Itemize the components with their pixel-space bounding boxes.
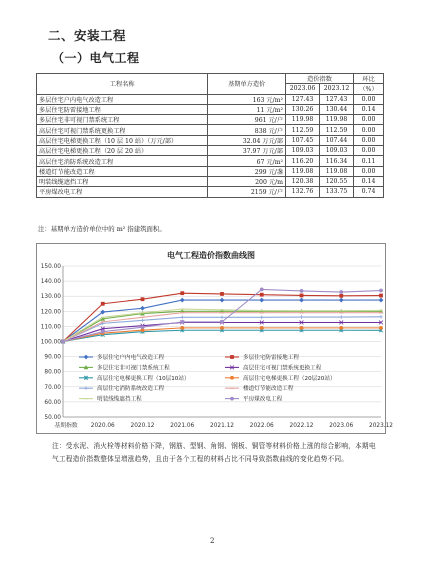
data-point [300,289,304,293]
table-row [37,156,384,166]
data-point [260,288,264,292]
legend-label: 高层住宅可视门禁系统更换工程 [243,365,322,372]
row-index-1: 107.45 [286,135,320,145]
row-index-2: 120.55 [320,176,354,186]
data-point [61,340,65,344]
row-cost: 2159 元/户 [208,187,286,197]
row-ratio: 0.14 [354,104,384,114]
data-point [180,291,184,295]
data-point [379,298,384,303]
chart-frame [36,243,393,434]
table-row [37,125,384,135]
row-index-1: 127.43 [286,94,320,104]
row-name: 高层住宅电梯更换工程（10 层 10 站）（万元/部） [37,135,208,145]
row-cost: 838 元/户 [208,125,286,135]
row-name: 平房煤改电工程 [37,187,208,197]
row-ratio: 0.11 [354,156,384,166]
data-point [379,294,383,298]
data-point [339,294,343,298]
header-name: 工程名称 [37,74,208,95]
row-cost: 32.04 万元/部 [208,135,286,145]
row-index-1: 112.59 [286,125,320,135]
y-tick-label: 80.00 [44,369,61,376]
row-ratio: 0.00 [354,115,384,125]
data-point [101,302,105,306]
series-line [63,309,381,341]
row-ratio: 0.74 [354,187,384,197]
x-tick-label: 2021.12 [210,423,234,429]
table-row [37,115,384,125]
row-index-2: 112.59 [320,125,354,135]
data-point [101,330,105,334]
x-tick-label: 2021.06 [170,423,195,429]
data-point [180,320,184,324]
row-index-2: 119.08 [320,166,354,176]
analysis-note: 注：受水泥、消火栓等材料价格下降，钢筋、型钢、角钢、钢板、铜管等材料价格上涨的综合影响，本期电气工程造价指数整体呈增涨趋势，且由于各个工程的材料占比不同导致指数曲线的变化趋势不同。 [52,442,376,463]
row-cost: 299 元/盏 [208,166,286,176]
legend-label: 高层住宅电梯更换工程（20层20站） [243,375,336,382]
table-row [37,166,384,176]
data-point [84,355,89,360]
x-tick-label: 基期指数 [54,423,78,429]
row-index-1: 119.08 [286,166,320,176]
table-row [37,187,384,197]
row-cost: 961 元/户 [208,115,286,125]
header-index-group: 造价指数 [286,74,354,84]
row-index-2: 107.44 [320,135,354,145]
row-ratio: 0.14 [354,176,384,186]
row-name: 高层住宅电梯更换工程（20 层 20 站） [37,146,208,156]
data-point [379,326,383,330]
y-tick-label: 140.00 [40,279,61,286]
row-index-2: 119.98 [320,115,354,125]
x-tick-label: 2020.12 [130,423,155,429]
data-point [339,290,343,294]
header-unit-cost: 基期单方造价 [208,74,286,95]
legend-label: 明装线缆遮挡工程 [97,396,142,403]
row-name: 多层住宅非可视门禁系统工程 [37,115,208,125]
row-ratio: 0.00 [354,146,384,156]
data-point [180,298,185,303]
table-row [37,176,384,186]
row-index-2: 130.44 [320,104,354,114]
table-note: 注：基期单方造价单位中的 m² 指建筑面积。 [38,225,166,233]
row-cost: 200 元/m [208,176,286,186]
data-point [141,297,145,301]
data-point [141,325,145,329]
row-name: 多层住宅户内电气改造工程 [37,94,208,104]
row-index-2: 127.43 [320,94,354,104]
cost-index-line-chart [37,244,393,433]
row-cost: 67 元/m² [208,156,286,166]
legend-label: 楼道灯节能改造工程 [243,386,294,393]
row-index-1: 132.76 [286,187,320,197]
y-tick-label: 120.00 [40,309,61,316]
row-index-1: 119.98 [286,115,320,125]
row-ratio: 0.00 [354,135,384,145]
y-tick-label: 110.00 [40,324,61,331]
row-cost: 37.97 万元/部 [208,146,286,156]
data-point [140,306,145,311]
data-point [230,397,234,401]
legend-label: 多层住宅非可视门禁系统工程 [97,365,170,372]
data-point [220,298,225,303]
table-row [37,94,384,104]
header-period-1: 2023.06 [286,84,320,94]
row-index-1: 120.38 [286,176,320,186]
data-point [220,292,224,296]
row-ratio: 0.00 [354,125,384,135]
x-tick-label: 2022.12 [289,423,314,429]
y-tick-label: 50.00 [44,415,61,421]
x-tick-label: 2023.12 [369,423,393,429]
y-tick-label: 150.00 [40,264,61,270]
chart-title: 电气工程造价指数曲线图 [167,251,255,260]
y-tick-label: 130.00 [40,294,61,301]
data-point [300,326,304,330]
data-point [339,298,344,303]
row-cost: 11 元/m² [208,104,286,114]
legend-label: 多层住宅防雷接地工程 [243,355,299,361]
row-index-1: 130.26 [286,104,320,114]
row-cost: 163 元/m² [208,94,286,104]
legend-label: 高层住宅电梯更换工程（10层10站） [97,375,190,382]
header-ratio: 环比 [354,74,384,84]
subsection-title: （一）电气工程 [52,51,140,65]
row-ratio: 0.00 [354,94,384,104]
data-point [379,289,383,293]
row-name: 楼道灯节能改造工程 [37,166,208,176]
data-point [230,376,234,380]
x-tick-label: 2023.06 [329,423,354,429]
data-point [299,298,304,303]
data-point [230,355,234,359]
legend-label: 高层住宅消防系统改造工程 [97,386,165,393]
data-point [339,326,343,330]
row-index-1: 116.20 [286,156,320,166]
data-point [260,326,264,330]
legend-label: 多层住宅户内电气改造工程 [97,355,165,361]
y-tick-label: 90.00 [44,354,61,361]
row-name: 多层住宅防雷接地工程 [37,104,208,114]
header-period-2: 2023.12 [320,84,354,94]
table-row [37,146,384,156]
data-point [260,293,264,297]
header-ratio-unit: （%） [354,84,384,94]
table-row [37,135,384,145]
section-title: 二、安装工程 [48,28,127,43]
row-name: 明装线缆遮挡工程 [37,176,208,186]
cost-index-table [36,73,384,198]
row-name: 高层住宅可视门禁系统更换工程 [37,125,208,135]
row-index-1: 109.03 [286,146,320,156]
data-point [220,326,224,330]
data-point [259,298,264,303]
row-name: 高层住宅消防系统改造工程 [37,156,208,166]
y-tick-label: 100.00 [40,339,61,346]
table-row [37,104,384,114]
row-index-2: 133.75 [320,187,354,197]
y-tick-label: 60.00 [44,399,61,406]
y-tick-label: 70.00 [44,384,61,391]
x-tick-label: 2020.06 [90,423,115,429]
data-point [220,320,224,324]
row-index-2: 109.03 [320,146,354,156]
row-index-2: 116.34 [320,156,354,166]
data-point [180,326,184,330]
data-point [300,294,304,298]
page-number: 2 [210,537,215,545]
x-tick-label: 2022.06 [249,423,274,429]
legend-label: 平房煤改电工程 [243,396,283,403]
row-ratio: 0.00 [354,166,384,176]
